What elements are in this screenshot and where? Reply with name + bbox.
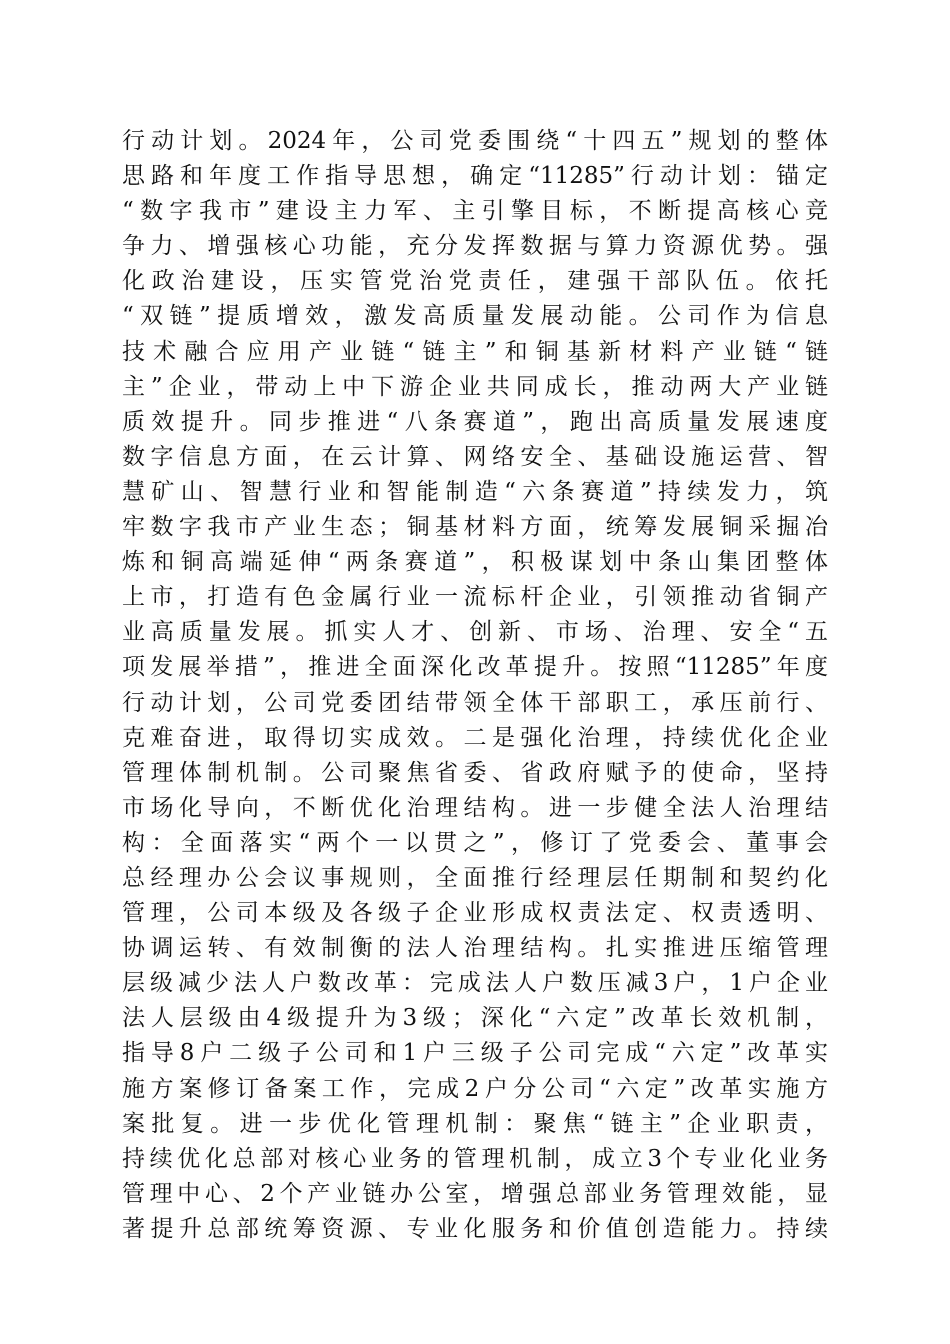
- text-line: “数字我市”建设主力军、主引擎目标，不断提高核心竞: [122, 198, 828, 225]
- text-line: 思路和年度工作指导思想，确定“11285”行动计划：锚定: [122, 163, 828, 190]
- text-line: 市场化导向，不断优化治理结构。进一步健全法人治理结: [122, 794, 828, 821]
- text-line: 克难奋进，取得切实成效。二是强化治理，持续优化企业: [122, 724, 828, 751]
- text-line: 案批复。进一步优化管理机制：聚焦“链主”企业职责，: [122, 1110, 828, 1137]
- text-line: 法人层级由4级提升为3级；深化“六定”改革长效机制，: [122, 1005, 828, 1032]
- text-line: 争力、增强核心功能，充分发挥数据与算力资源优势。强: [122, 233, 828, 260]
- text-line: 著提升总部统筹资源、专业化服务和价值创造能力。持续: [122, 1215, 828, 1242]
- text-line: 数字信息方面，在云计算、网络安全、基础设施运营、智: [122, 443, 828, 470]
- text-line: 总经理办公会议事规则，全面推行经理层任期制和契约化: [122, 864, 828, 891]
- text-line: 炼和铜高端延伸“两条赛道”，积极谋划中条山集团整体: [122, 549, 828, 576]
- text-line: 行动计划，公司党委团结带领全体干部职工，承压前行、: [122, 689, 828, 716]
- text-line: 管理，公司本级及各级子企业形成权责法定、权责透明、: [122, 900, 828, 927]
- text-line: 层级减少法人户数改革：完成法人户数压减3户，1户企业: [122, 970, 828, 997]
- text-line: 慧矿山、智慧行业和智能制造“六条赛道”持续发力，筑: [122, 478, 828, 505]
- text-line: 牢数字我市产业生态；铜基材料方面，统筹发展铜采掘冶: [122, 514, 828, 541]
- text-line: 协调运转、有效制衡的法人治理结构。扎实推进压缩管理: [122, 935, 828, 962]
- text-line: 管理中心、2个产业链办公室，增强总部业务管理效能，显: [122, 1180, 828, 1207]
- text-line: 构：全面落实“两个一以贯之”，修订了党委会、董事会: [122, 829, 828, 856]
- text-line: 化政治建设，压实管党治党责任，建强干部队伍。依托: [122, 268, 828, 295]
- text-line: 上市，打造有色金属行业一流标杆企业，引领推动省铜产: [122, 584, 828, 611]
- text-line: 指导8户二级子公司和1户三级子公司完成“六定”改革实: [122, 1040, 828, 1067]
- document-body: [122, 124, 828, 1247]
- text-line: 施方案修订备案工作，完成2户分公司“六定”改革实施方: [122, 1075, 828, 1102]
- text-line: 持续优化总部对核心业务的管理机制，成立3个专业化业务: [122, 1145, 828, 1172]
- text-line: 业高质量发展。抓实人才、创新、市场、治理、安全“五: [122, 619, 828, 646]
- text-line: 主”企业，带动上中下游企业共同成长，推动两大产业链: [122, 373, 828, 400]
- text-line: 行动计划。2024年，公司党委围绕“十四五”规划的整体: [122, 128, 828, 154]
- text-line: 项发展举措”，推进全面深化改革提升。按照“11285”年度: [122, 654, 828, 681]
- text-line: 技术融合应用产业链“链主”和铜基新材料产业链“链: [122, 338, 828, 365]
- text-line: 管理体制机制。公司聚焦省委、省政府赋予的使命，坚持: [122, 759, 828, 786]
- text-line: 质效提升。同步推进“八条赛道”，跑出高质量发展速度: [122, 408, 828, 435]
- text-line: “双链”提质增效，激发高质量发展动能。公司作为信息: [122, 303, 828, 330]
